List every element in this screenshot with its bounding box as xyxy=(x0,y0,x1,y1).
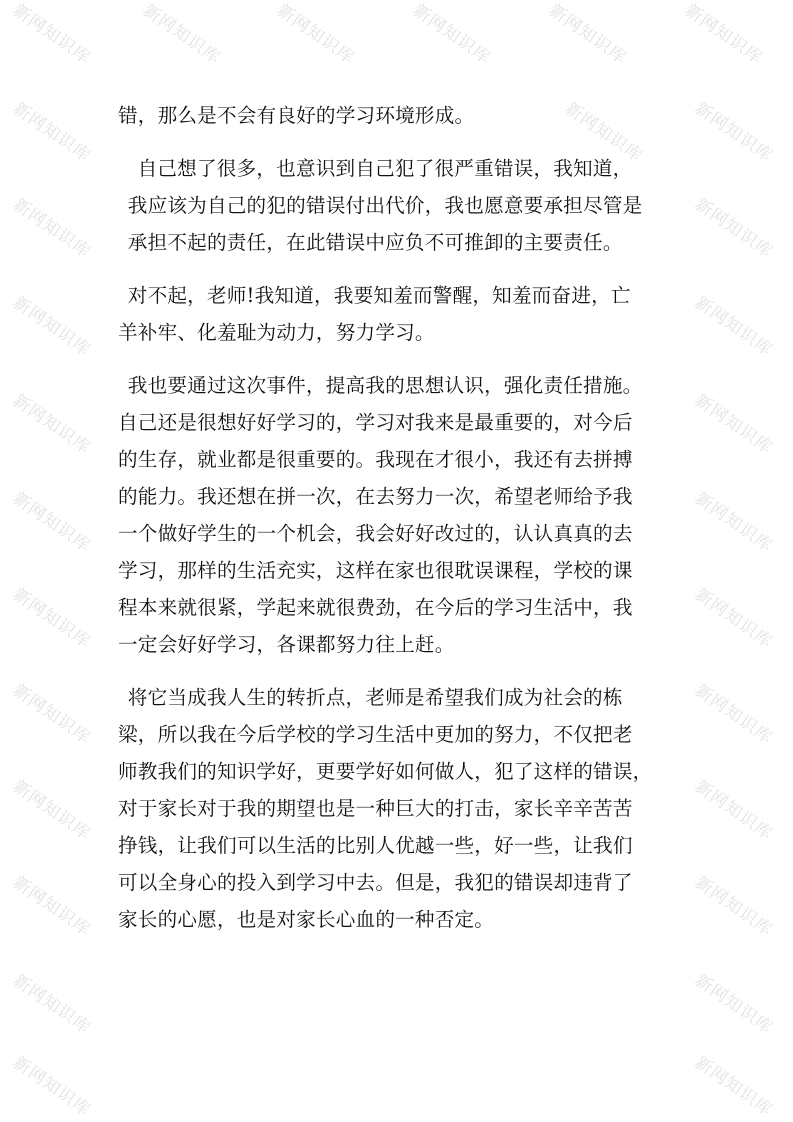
text-line: 的生存，就业都是很重要的。我现在才很小，我还有去拼搏 xyxy=(118,448,633,471)
text-line: 学习，那样的生活充实，这样在家也很耽误课程，学校的课 xyxy=(118,559,633,582)
watermark: 新网知识库 xyxy=(690,584,777,653)
text-line: 错，那么是不会有良好的学习环境形成。 xyxy=(118,104,475,127)
text-line: 挣钱，让我们可以生活的比别人优越一些，好一些，让我们 xyxy=(118,834,633,857)
text-line: 将它当成我人生的转折点，老师是希望我们成为社会的栋 xyxy=(127,686,623,709)
text-line: 我也要通过这次事件，提高我的思想认识，强化责任措施。 xyxy=(127,374,643,397)
paragraph-2 xyxy=(118,150,678,261)
watermark: 新网知识库 xyxy=(8,390,95,459)
watermark: 新网知识库 xyxy=(8,680,95,749)
watermark: 新网知识库 xyxy=(8,1052,95,1121)
text-line: 对不起，老师!我知道，我要知羞而警醒，知羞而奋进，亡 xyxy=(127,284,631,307)
watermark: 新网知识库 xyxy=(690,970,777,1039)
paragraph-5 xyxy=(118,679,678,938)
text-line: 我应该为自己的犯的错误付出代价，我也愿意要承担尽管是 xyxy=(127,194,643,217)
watermark: 新网知识库 xyxy=(8,0,95,69)
text-line: 一个做好学生的一个机会，我会好好改过的，认认真真的去 xyxy=(118,522,633,545)
watermark: 新网知识库 xyxy=(8,292,95,361)
watermark: 新网知识库 xyxy=(680,0,767,69)
text-line: 程本来就很紧，学起来就很费劲，在今后的学习生活中，我 xyxy=(118,596,633,619)
watermark: 新网知识库 xyxy=(690,1052,777,1121)
text-line: 梁，所以我在今后学校的学习生活中更加的努力，不仅把老 xyxy=(118,723,633,746)
paragraph-3 xyxy=(118,277,678,351)
watermark: 新网知识库 xyxy=(8,872,95,941)
watermark: 新网知识库 xyxy=(138,0,225,69)
paragraph-1 xyxy=(118,97,678,134)
watermark: 新网知识库 xyxy=(544,0,631,69)
text-line: 家长的心愿，也是对家长心血的一种否定。 xyxy=(118,908,495,931)
watermark: 新网知识库 xyxy=(8,584,95,653)
document-body xyxy=(118,97,678,938)
watermark: 新网知识库 xyxy=(690,390,777,459)
watermark: 新网知识库 xyxy=(8,98,95,167)
watermark: 新网知识库 xyxy=(408,0,495,69)
text-line: 一定会好好学习，各课都努力往上赶。 xyxy=(118,633,455,656)
text-line: 承担不起的责任，在此错误中应负不可推卸的主要责任。 xyxy=(127,231,623,254)
watermark: 新网知识库 xyxy=(690,680,777,749)
text-line: 自己还是很想好好学习的，学习对我来是最重要的，对今后 xyxy=(118,411,633,434)
text-line: 羊补牢、化羞耻为动力，努力学习。 xyxy=(118,321,435,344)
text-line: 可以全身心的投入到学习中去。但是，我犯的错误却违背了 xyxy=(118,871,633,894)
watermark: 新网知识库 xyxy=(272,0,359,69)
watermark: 新网知识库 xyxy=(8,488,95,557)
watermark: 新网知识库 xyxy=(690,98,777,167)
text-line: 对于家长对于我的期望也是一种巨大的打击，家长辛辛苦苦 xyxy=(118,797,633,820)
watermark: 新网知识库 xyxy=(8,776,95,845)
text-line: 自己想了很多，也意识到自己犯了很严重错误，我知道， xyxy=(137,157,633,180)
text-line: 师教我们的知识学好，更要学好如何做人，犯了这样的错误， xyxy=(118,760,653,783)
watermark: 新网知识库 xyxy=(690,776,777,845)
watermark: 新网知识库 xyxy=(690,194,777,263)
watermark: 新网知识库 xyxy=(560,98,647,167)
watermark: 新网知识库 xyxy=(690,488,777,557)
text-line: 的能力。我还想在拼一次，在去努力一次，希望老师给予我 xyxy=(118,485,633,508)
watermark: 新网知识库 xyxy=(8,970,95,1039)
watermark: 新网知识库 xyxy=(690,292,777,361)
paragraph-4 xyxy=(118,367,678,663)
watermark: 新网知识库 xyxy=(690,872,777,941)
watermark: 新网知识库 xyxy=(8,194,95,263)
